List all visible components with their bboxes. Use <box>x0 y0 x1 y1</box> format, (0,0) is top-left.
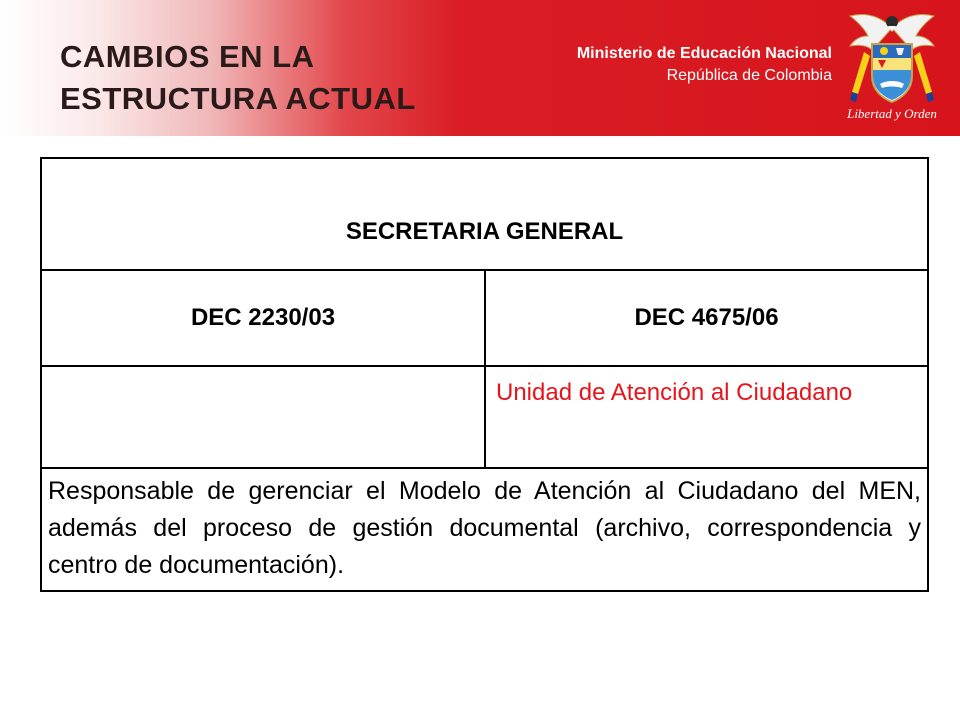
ministry-country: República de Colombia <box>666 67 832 84</box>
secretaria-table <box>40 157 929 592</box>
slide-title <box>60 36 416 120</box>
table-header-cell: SECRETARIA GENERAL <box>41 158 928 270</box>
decree-left-cell: DEC 2230/03 <box>41 270 485 366</box>
decree-right-cell: DEC 4675/06 <box>485 270 928 366</box>
table-row-decrees <box>41 270 928 366</box>
table-row-description <box>41 468 928 591</box>
description-cell: Responsable de gerenciar el Modelo de Atención al Ciudadano del MEN, además del proceso de gestión documental (archivo, correspondencia y centro de documentación). <box>41 468 928 591</box>
unit-right-cell: Unidad de Atención al Ciudadano <box>485 366 928 468</box>
table-row-units <box>41 366 928 468</box>
title-line-1: CAMBIOS EN LA <box>60 39 315 74</box>
ministry-block <box>577 43 832 87</box>
table-row-header <box>41 158 928 270</box>
unit-left-cell <box>41 366 485 468</box>
ministry-name: Ministerio de Educación Nacional <box>576 45 832 62</box>
crest-motto: Libertad y Orden <box>847 106 937 121</box>
title-line-2: ESTRUCTURA ACTUAL <box>60 81 416 116</box>
